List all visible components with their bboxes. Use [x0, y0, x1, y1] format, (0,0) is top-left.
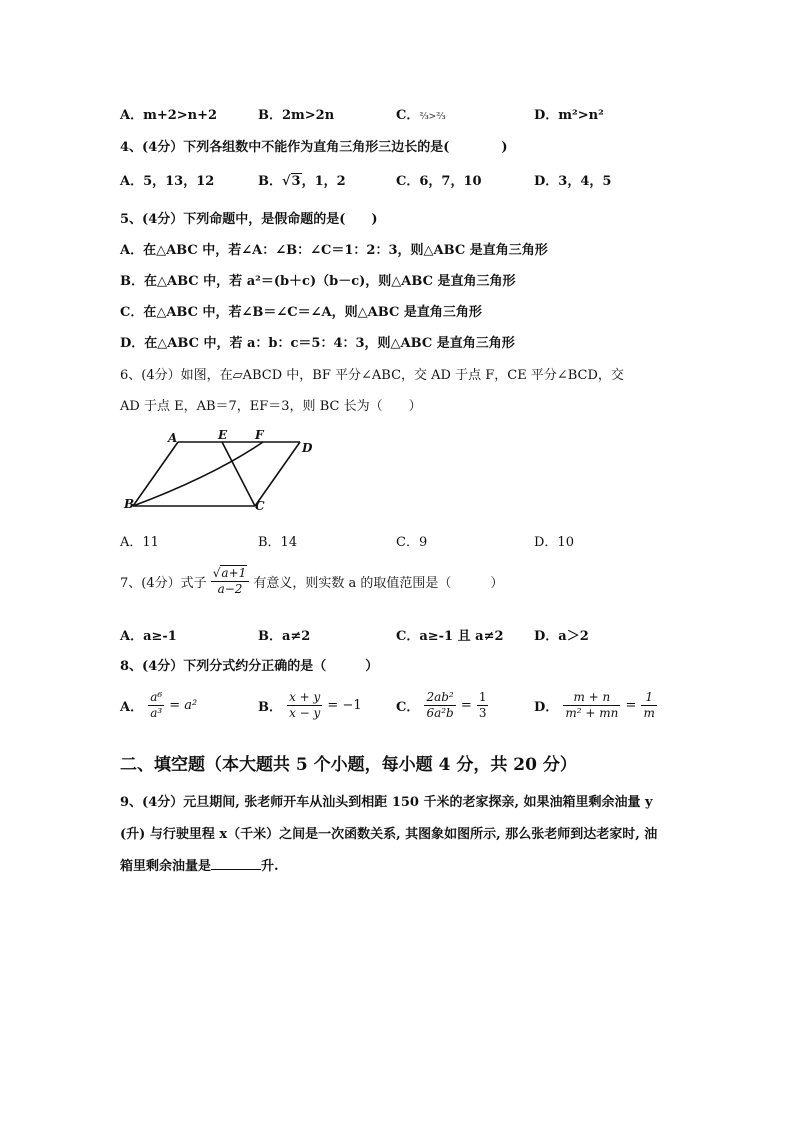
q8-option-b-denominator: x − y [289, 706, 321, 720]
q3-option-b: B．2m>2n [258, 108, 335, 123]
vertex-label-e: E [218, 428, 228, 442]
q9-line3 [120, 855, 279, 874]
q6-option-c: C．9 [396, 535, 428, 550]
q6-stem-line1: 6、(4分）如图，在▱ABCD 中，BF 平分∠ABC，交 AD 于点 F，CE 平分∠BCD，交 [120, 368, 624, 383]
vertex-label-f: F [255, 428, 264, 442]
q8-option-d-numerator: m + n [563, 690, 620, 706]
q8-option-d-equals: = [625, 698, 637, 713]
sqrt-icon: √ [282, 174, 291, 189]
q7-prefix: 7、(4分）式子 [120, 576, 207, 591]
q8-option-d-fraction [563, 690, 620, 721]
q9-line3-prefix: 箱里剩余油量是 [120, 859, 212, 874]
q3-option-a: A．m+2>n+2 [120, 108, 218, 123]
q8-option-c-rhs-denominator: 3 [478, 706, 487, 720]
q7-stem [120, 566, 503, 597]
q5-option-c: C．在△ABC 中，若∠B＝∠C＝∠A，则△ABC 是直角三角形 [120, 305, 482, 320]
vertex-label-b: B [124, 497, 135, 511]
q7-fraction-numerator [211, 566, 250, 582]
q8-option-a-label: A． [120, 700, 144, 715]
q3-option-d [534, 104, 604, 123]
q4-option-b-rest: ，1，2 [301, 174, 346, 189]
q8-option-c-rhs-fraction [477, 690, 489, 721]
q3-option-c-expr: ⅔>⅔ [419, 112, 446, 122]
q7-option-c: C．a≥-1 且 a≠2 [396, 629, 504, 644]
q7-numerator-text: a+1 [221, 566, 247, 580]
q4-stem: 4、(4分）下列各组数中不能作为直角三角形三边长的是( ) [120, 140, 508, 155]
q4-option-b [258, 170, 346, 189]
q7-fraction [211, 566, 250, 597]
q3-option-c [396, 104, 446, 123]
q8-option-b-fraction [287, 690, 322, 721]
q8-stem: 8、(4分）下列分式约分正确的是（ ） [120, 659, 379, 674]
section-2-title: 二、填空题（本大题共 5 个小题，每小题 4 分，共 20 分） [120, 755, 577, 775]
q8-option-a-rhs: = a² [169, 698, 198, 713]
q7-option-b: B．a≠2 [258, 629, 311, 644]
q8-option-a-fraction [148, 690, 164, 721]
q8-option-a-denominator: a³ [150, 706, 163, 720]
q4-option-b-label: B． [258, 174, 282, 189]
q8-option-c [396, 690, 488, 721]
vertex-label-a: A [168, 431, 178, 445]
q5-stem: 5、(4分）下列命题中，是假命题的是( ) [120, 212, 378, 227]
q6-option-b: B．14 [258, 535, 298, 550]
answer-blank[interactable] [211, 857, 261, 870]
q8-option-d-denominator: m² + mn [565, 706, 619, 720]
q8-option-d [534, 690, 657, 721]
q9-line3-suffix: 升. [261, 859, 279, 874]
q8-option-d-rhs-numerator: 1 [641, 690, 656, 706]
q7-option-d: D．a＞2 [534, 629, 589, 644]
q3-option-d-expr: m²>n² [558, 108, 604, 123]
q5-option-d: D．在△ABC 中，若 a：b：c＝5：4：3，则△ABC 是直角三角形 [120, 336, 515, 351]
q9-line1: 9、(4分）元旦期间, 张老师开车从汕头到相距 150 千米的老家探亲, 如果油箱里剩余油量 y [120, 795, 653, 810]
q4-option-d: D．3，4，5 [534, 174, 612, 189]
q8-option-c-label: C． [396, 700, 420, 715]
q8-option-b-label: B． [258, 700, 282, 715]
sqrt-icon: √ [212, 566, 221, 580]
parallelogram-figure [118, 424, 318, 519]
q4-option-b-sqrt: 3 [291, 174, 301, 189]
q6-stem-line2: AD 于点 E，AB＝7，EF＝3，则 BC 长为（ ） [120, 399, 422, 414]
segment-ce [222, 442, 255, 506]
q8-option-c-rhs-numerator: 1 [478, 690, 487, 704]
q5-option-b: B．在△ABC 中，若 a²＝(b＋c)（b－c)，则△ABC 是直角三角形 [120, 274, 516, 289]
q6-option-d: D．10 [534, 535, 574, 550]
q7-fraction-denominator: a−2 [217, 582, 243, 596]
vertex-label-c: C [255, 499, 265, 513]
q8-option-b-rhs: = −1 [327, 698, 362, 713]
q9-line2: (升) 与行驶里程 x（千米）之间是一次函数关系, 其图象如图所示, 那么张老师到达老家时, 油 [120, 827, 658, 842]
q8-option-c-numerator: 2ab² [426, 690, 454, 704]
q3-option-d-label: D． [534, 108, 559, 123]
q6-option-a: A．11 [120, 535, 159, 550]
q8-option-c-fraction [424, 690, 455, 721]
q8-option-d-rhs-fraction [641, 690, 656, 721]
segment-bf [133, 442, 263, 506]
q8-option-b [258, 690, 362, 721]
edge-dc [255, 442, 300, 506]
vertex-label-d: D [302, 441, 313, 455]
q8-option-a [120, 690, 197, 721]
q8-option-b-numerator: x + y [289, 690, 321, 704]
q8-option-c-equals: = [460, 698, 472, 713]
q7-suffix: 有意义，则实数 a 的取值范围是（ ） [253, 576, 504, 591]
q5-option-a: A．在△ABC 中，若∠A：∠B：∠C＝1：2：3，则△ABC 是直角三角形 [120, 243, 548, 258]
q4-option-c: C．6，7，10 [396, 174, 482, 189]
q4-option-a: A．5，13，12 [120, 174, 215, 189]
q8-option-c-denominator: 6a²b [426, 706, 454, 720]
q3-option-c-label: C． [396, 108, 420, 123]
q7-option-a: A．a≥-1 [120, 629, 177, 644]
q8-option-d-rhs-denominator: m [643, 706, 655, 720]
q8-option-d-label: D． [534, 700, 559, 715]
q8-option-a-numerator: a⁶ [150, 690, 163, 704]
